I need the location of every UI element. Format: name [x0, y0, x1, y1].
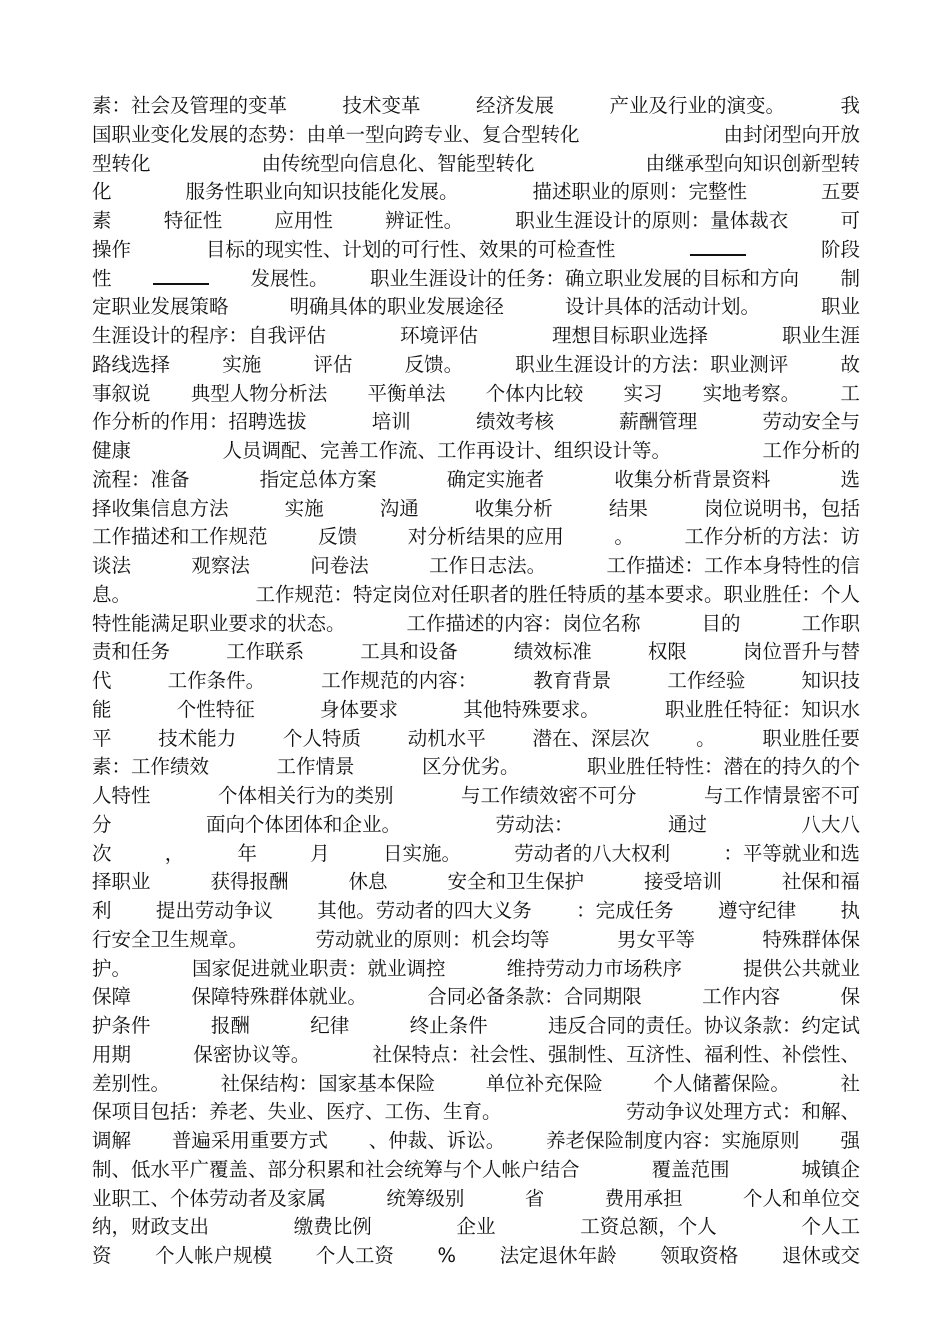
text-segment: 操作 — [92, 237, 132, 261]
text-line — [92, 638, 860, 667]
text-segment: 职业生涯设计的方法：职业测评 — [515, 352, 789, 376]
text-segment: 省 — [524, 1186, 545, 1210]
text-segment: 、仲裁、诉讼。 — [368, 1129, 506, 1152]
text-segment: 经济发展 — [475, 94, 554, 117]
text-segment: 型转化 — [92, 151, 151, 175]
text-segment: 确定实施者 — [446, 467, 545, 491]
text-segment: 工作经验 — [667, 669, 746, 692]
text-segment: 谈法 — [92, 554, 132, 577]
text-line — [92, 265, 860, 294]
text-segment: 男女平等 — [616, 927, 695, 951]
text-segment: 岗位晋升与替 — [742, 640, 860, 664]
text-segment: 权限 — [647, 640, 687, 664]
text-segment: 观察法 — [191, 554, 250, 577]
text-segment: 素：社会及管理的变革 — [92, 94, 288, 117]
text-line — [92, 437, 860, 466]
text-segment: 差别性。 — [92, 1071, 171, 1095]
text-segment: 社保和福 — [781, 870, 860, 894]
text-segment: 职业生涯设计的任务：确立职业发展的目标和方向 — [369, 266, 799, 290]
text-segment: 工作情景 — [276, 755, 355, 779]
text-segment: 工作职 — [801, 611, 860, 635]
text-segment: 实地考察。 — [702, 381, 801, 405]
text-line — [92, 926, 860, 955]
text-segment: 教育背景 — [533, 669, 612, 692]
text-segment: 流程：准备 — [92, 467, 190, 491]
text-segment: 保项目包括：养老、失业、医疗、工伤、生育。 — [92, 1100, 502, 1124]
text-segment: 选 — [840, 467, 860, 491]
text-segment: 反馈 — [318, 525, 358, 549]
text-segment: 反馈。 — [404, 352, 464, 376]
text-segment: 由继承型向知识创新型转 — [645, 151, 860, 175]
text-line — [92, 1098, 860, 1127]
text-segment: 平 — [92, 726, 112, 750]
text-segment: 制 — [840, 266, 860, 290]
text-segment: 个人帐户规模 — [155, 1244, 273, 1267]
text-segment: 。 — [696, 726, 716, 750]
text-segment: 我 — [840, 94, 860, 117]
text-segment: 产业及行业的演变。 — [609, 94, 785, 117]
text-segment: 利 — [92, 899, 112, 922]
text-segment: 个人和单位交 — [742, 1186, 860, 1210]
text-segment: 次 — [92, 841, 112, 865]
text-segment: 国家促进就业职责：就业调控 — [191, 956, 446, 980]
text-segment: 结果 — [608, 496, 648, 520]
text-segment: 工作描述和工作规范 — [92, 525, 268, 549]
text-line — [92, 523, 860, 552]
text-segment: 择收集信息方法 — [92, 496, 229, 520]
text-line — [92, 92, 860, 121]
text-segment: 收集分析背景资料 — [614, 467, 771, 491]
fill-in-blank — [690, 236, 746, 256]
text-line — [92, 1041, 860, 1070]
text-segment: 个人工资 — [315, 1244, 394, 1267]
text-segment: 与工作情景密不可 — [703, 784, 860, 807]
text-segment: 统筹级别 — [386, 1186, 465, 1210]
text-segment: 劳动争议处理方式：和解、 — [625, 1100, 860, 1124]
text-segment: 化 — [92, 180, 112, 204]
text-segment: 城镇企 — [801, 1157, 860, 1181]
text-segment: 工作分析的 — [762, 439, 860, 462]
text-line — [92, 207, 860, 236]
text-segment: 沟通 — [379, 496, 419, 520]
text-segment: 平衡单法 — [367, 381, 446, 405]
text-segment: 业职工、个体劳动者及家属 — [92, 1186, 327, 1210]
text-segment: 故 — [840, 352, 860, 376]
text-segment: 生涯设计的程序：自我评估 — [92, 324, 327, 347]
text-segment: 由封闭型向开放 — [723, 122, 860, 146]
text-segment: 护。 — [92, 956, 132, 980]
text-segment: 普遍采用重要方式 — [171, 1129, 328, 1152]
text-segment: 培训 — [371, 410, 411, 434]
text-segment: 个人特质 — [282, 726, 361, 750]
text-segment: 合同必备条款：合同期限 — [427, 985, 642, 1009]
text-segment: 养老保险制度内容：实施原则 — [546, 1129, 800, 1152]
text-segment: 目标的现实性、计划的可行性、效果的可检查性 — [205, 237, 616, 261]
text-line — [92, 983, 860, 1012]
text-segment: 年 — [237, 841, 257, 865]
text-segment: 事叙说 — [92, 381, 151, 405]
text-segment: 工作日志法。 — [429, 554, 547, 577]
text-segment: 纳，财政支出 — [92, 1215, 210, 1239]
text-line — [92, 840, 860, 869]
text-segment: ， — [164, 841, 185, 865]
text-segment: 工资总额，个人 — [580, 1215, 717, 1239]
text-segment: 素：工作绩效 — [92, 755, 210, 779]
text-segment: % — [437, 1244, 456, 1267]
text-segment: 健康 — [92, 439, 132, 462]
text-segment: 作分析的作用：招聘选拔 — [92, 410, 307, 434]
text-segment: 职业 — [820, 295, 860, 319]
text-segment: 典型人物分析法 — [190, 381, 328, 405]
text-segment: 其他特殊要求。 — [463, 697, 600, 721]
text-segment: 保密协议等。 — [193, 1042, 311, 1066]
text-line — [92, 178, 860, 207]
text-segment: 动机水平 — [407, 726, 486, 750]
text-segment: 提供公共就业 — [742, 956, 860, 980]
text-segment: 违反合同的责任。协议条款：约定试 — [547, 1014, 860, 1037]
text-segment: 社 — [840, 1071, 860, 1095]
text-segment: ：完成任务 — [576, 899, 674, 922]
text-segment: 职业胜任特征：知识水 — [664, 697, 860, 721]
text-line — [92, 1070, 860, 1099]
text-segment: 休息 — [348, 870, 388, 894]
text-line — [92, 466, 860, 495]
text-segment: 责和任务 — [92, 640, 171, 664]
text-segment: 法定退休年龄 — [499, 1244, 617, 1267]
text-segment: 工作分析的方法：访 — [684, 525, 860, 549]
text-segment: 辨证性。 — [385, 209, 464, 232]
text-line — [92, 725, 860, 754]
text-line — [92, 150, 860, 179]
text-segment: 职业胜任特性：潜在的持久的个 — [586, 755, 860, 779]
text-segment: 描述职业的原则：完整性 — [532, 180, 747, 204]
text-segment: 工作描述的内容：岗位名称 — [406, 611, 641, 635]
text-segment: 个体相关行为的类别 — [217, 784, 394, 807]
text-segment: 强 — [840, 1129, 860, 1152]
text-line — [92, 610, 860, 639]
text-line — [92, 1185, 860, 1214]
text-segment: 薪酬管理 — [619, 410, 698, 434]
text-line — [92, 380, 860, 409]
text-segment: 工作规范的内容： — [321, 669, 478, 692]
text-segment: 性 — [92, 266, 112, 290]
text-line — [92, 868, 860, 897]
text-segment: 特殊群体保 — [762, 927, 860, 951]
text-segment: 八大八 — [801, 812, 860, 836]
text-segment: 退休或交 — [781, 1244, 860, 1267]
text-segment: 通过 — [667, 812, 707, 836]
text-segment: 特征性 — [163, 209, 223, 232]
text-segment: 阶段 — [820, 237, 860, 261]
text-segment: 对分析结果的应用 — [407, 525, 564, 549]
text-segment: 服务性职业向知识技能化发展。 — [185, 180, 459, 204]
text-segment: 工作条件。 — [167, 669, 266, 692]
text-line — [92, 581, 860, 610]
text-segment: 特性能满足职业要求的状态。 — [92, 611, 346, 635]
text-segment: 职业生涯设计的原则：量体裁衣 — [515, 209, 789, 232]
text-segment: 遵守纪律 — [718, 899, 797, 922]
text-segment: 企业 — [456, 1215, 496, 1239]
text-segment: 月 — [310, 841, 330, 865]
text-segment: 职业胜任要 — [762, 726, 860, 750]
text-segment: 指定总体方案 — [259, 467, 377, 491]
text-line — [92, 293, 860, 322]
text-line — [92, 552, 860, 581]
text-segment: 资 — [92, 1244, 112, 1267]
text-segment: 息。 — [92, 582, 132, 606]
text-segment: 纪律 — [310, 1014, 350, 1037]
text-segment: 收集分析 — [474, 496, 553, 520]
text-segment: 执 — [840, 899, 860, 922]
text-segment: 应用性 — [274, 209, 333, 232]
text-segment: 可 — [840, 209, 860, 232]
text-line — [92, 121, 860, 150]
text-segment: 区分优劣。 — [421, 755, 520, 779]
text-segment: 。 — [614, 525, 634, 549]
text-line — [92, 495, 860, 524]
text-segment: 行安全卫生规章。 — [92, 927, 249, 951]
text-segment: 个体内比较 — [485, 381, 584, 405]
text-segment: 其他。劳动者的四大义务 — [317, 899, 532, 922]
text-segment: 择职业 — [92, 870, 151, 894]
text-segment: 保 — [840, 985, 860, 1009]
text-segment: 个性特征 — [176, 697, 255, 721]
text-segment: 知识技 — [801, 669, 860, 692]
text-segment: 个人储蓄保险。 — [653, 1071, 790, 1095]
text-segment: 五要 — [820, 180, 860, 204]
text-line — [92, 351, 860, 380]
text-segment: 实施 — [284, 496, 324, 520]
text-segment: 面向个体团体和企业。 — [205, 812, 401, 836]
text-line — [92, 1242, 860, 1271]
text-segment: 社保结构：国家基本保险 — [220, 1071, 436, 1095]
text-segment: 工作内容 — [702, 985, 781, 1009]
text-segment: 社保特点：社会性、强制性、互济性、福利性、补偿性、 — [372, 1042, 860, 1066]
text-segment: 由传统型向信息化、智能型转化 — [261, 151, 535, 175]
text-segment: 工具和设备 — [360, 640, 458, 664]
text-line — [92, 696, 860, 725]
text-line — [92, 782, 860, 811]
text-segment: 安全和卫生保护 — [447, 870, 584, 894]
text-segment: 接受培训 — [643, 870, 722, 894]
text-segment: 身体要求 — [319, 697, 398, 721]
text-line — [92, 811, 860, 840]
text-segment: 实习 — [623, 381, 663, 405]
text-segment: 覆盖范围 — [651, 1157, 730, 1181]
text-segment: 定职业发展策略 — [92, 295, 229, 319]
text-segment: 工 — [840, 381, 860, 405]
text-segment: 保障特殊群体就业。 — [191, 985, 367, 1009]
text-segment: 单位补充保险 — [485, 1071, 603, 1095]
text-line — [92, 236, 860, 265]
text-line — [92, 1213, 860, 1242]
text-line — [92, 753, 860, 782]
text-segment: 技术能力 — [158, 726, 237, 750]
text-segment: 绩效考核 — [475, 410, 554, 434]
fill-in-blank — [153, 265, 209, 285]
text-segment: 发展性。 — [250, 266, 329, 290]
text-segment: 费用承担 — [604, 1186, 683, 1210]
text-line — [92, 1012, 860, 1041]
text-segment: 评估 — [313, 352, 353, 376]
text-segment: 与工作绩效密不可分 — [460, 784, 637, 807]
text-segment: 领取资格 — [660, 1244, 739, 1267]
text-segment: 环境评估 — [399, 324, 478, 347]
text-segment: 制、低水平广覆盖、部分积累和社会统筹与个人帐户结合 — [92, 1157, 580, 1181]
text-line — [92, 955, 860, 984]
text-segment: 技术变革 — [342, 94, 421, 117]
text-segment: 职业生涯 — [781, 324, 860, 347]
text-segment: 劳动者的八大权利 — [514, 841, 671, 865]
document-body — [92, 92, 860, 1271]
text-segment: 明确具体的职业发展途径 — [289, 295, 504, 319]
text-segment: 能 — [92, 697, 112, 721]
text-segment: 劳动法： — [495, 812, 574, 836]
text-segment: 劳动就业的原则：机会均等 — [315, 927, 550, 951]
text-segment: 报酬 — [210, 1014, 250, 1037]
text-segment: 工作联系 — [226, 640, 305, 664]
text-line — [92, 897, 860, 926]
text-segment: 岗位说明书，包括 — [703, 496, 860, 520]
text-segment: 国职业变化发展的态势：由单一型向跨专业、复合型转化 — [92, 122, 580, 146]
text-line — [92, 408, 860, 437]
text-segment: 保障 — [92, 985, 132, 1009]
text-segment: 潜在、深层次 — [532, 726, 650, 750]
text-segment: 工作描述：工作本身特性的信 — [606, 554, 860, 577]
text-segment: 劳动安全与 — [762, 410, 860, 434]
text-segment: 代 — [92, 669, 112, 692]
text-segment: 提出劳动争议 — [155, 899, 273, 922]
text-segment: 人员调配、完善工作流、工作再设计、组织设计等。 — [222, 439, 671, 462]
text-segment: 获得报酬 — [210, 870, 289, 894]
text-segment: 绩效标准 — [513, 640, 592, 664]
text-line — [92, 667, 860, 696]
text-line — [92, 322, 860, 351]
text-segment: 素 — [92, 209, 112, 232]
text-line — [92, 1127, 860, 1156]
text-segment: 个人工 — [801, 1215, 860, 1239]
text-segment: ：平等就业和选 — [723, 841, 860, 865]
text-segment: 护条件 — [92, 1014, 151, 1037]
text-segment: 问卷法 — [310, 554, 369, 577]
text-segment: 人特性 — [92, 784, 151, 807]
text-segment: 实施 — [222, 352, 262, 376]
text-segment: 用期 — [92, 1042, 132, 1066]
text-segment: 调解 — [92, 1129, 132, 1152]
text-segment: 终止条件 — [409, 1014, 488, 1037]
text-segment: 日实施。 — [382, 841, 461, 865]
text-segment: 设计具体的活动计划。 — [564, 295, 760, 319]
text-segment: 缴费比例 — [293, 1215, 372, 1239]
text-segment: 理想目标职业选择 — [551, 324, 708, 347]
text-segment: 维持劳动力市场秩序 — [506, 956, 682, 980]
text-segment: 路线选择 — [92, 352, 171, 376]
text-segment: 目的 — [701, 611, 741, 635]
text-segment: 工作规范：特定岗位对任职者的胜任特质的基本要求。职业胜任：个人 — [255, 582, 860, 606]
text-line — [92, 1156, 860, 1185]
text-segment: 分 — [92, 812, 112, 836]
